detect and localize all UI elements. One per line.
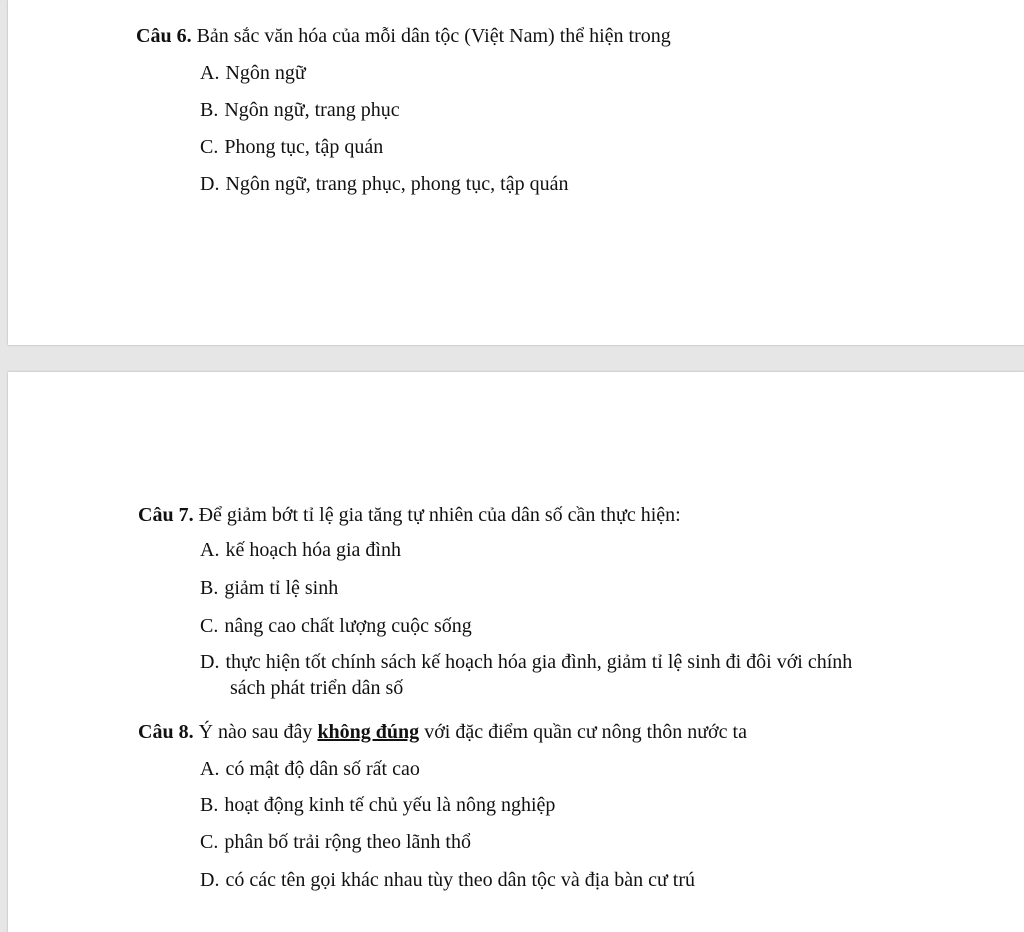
option-text: Ngôn ngữ bbox=[225, 62, 306, 84]
question-7-option-a bbox=[200, 538, 401, 562]
option-letter: A. bbox=[200, 62, 220, 84]
option-letter: B. bbox=[200, 577, 219, 599]
option-letter: B. bbox=[200, 99, 219, 121]
question-8-number: Câu 8. bbox=[138, 721, 194, 743]
question-8-emphasis: không đúng bbox=[317, 721, 420, 743]
question-6-number: Câu 6. bbox=[136, 25, 192, 47]
option-letter: D. bbox=[200, 869, 220, 891]
question-8-option-b bbox=[200, 793, 555, 817]
question-8-text-before: Ý nào sau đây bbox=[198, 721, 313, 743]
option-letter: B. bbox=[200, 794, 219, 816]
question-6-option-c bbox=[200, 135, 383, 159]
option-letter: D. bbox=[200, 173, 220, 195]
question-6-text: Bản sắc văn hóa của mỗi dân tộc (Việt Nam) thể hiện trong bbox=[196, 25, 671, 47]
question-6-option-b bbox=[200, 98, 400, 122]
option-text: kế hoạch hóa gia đình bbox=[225, 539, 401, 561]
document-page-2 bbox=[8, 372, 1024, 932]
option-letter: D. bbox=[200, 651, 220, 673]
question-8 bbox=[138, 720, 747, 744]
option-text: hoạt động kinh tế chủ yếu là nông nghiệp bbox=[224, 794, 556, 816]
document-page-1 bbox=[8, 0, 1024, 345]
option-letter: A. bbox=[200, 758, 220, 780]
question-8-option-a bbox=[200, 757, 420, 781]
option-text: thực hiện tốt chính sách kế hoạch hóa gia đình, giảm tỉ lệ sinh đi đôi với chính bbox=[225, 651, 853, 673]
option-text: nâng cao chất lượng cuộc sống bbox=[224, 615, 472, 637]
question-7-option-d-continuation: sách phát triển dân số bbox=[230, 677, 404, 699]
question-6-option-d bbox=[200, 172, 568, 196]
option-letter: C. bbox=[200, 136, 219, 158]
question-8-text-after: với đặc điểm quần cư nông thôn nước ta bbox=[424, 721, 747, 743]
option-text: phân bố trải rộng theo lãnh thổ bbox=[224, 831, 471, 853]
option-letter: A. bbox=[200, 539, 220, 561]
option-letter: C. bbox=[200, 615, 219, 637]
option-text: Ngôn ngữ, trang phục, phong tục, tập quán bbox=[225, 173, 569, 195]
question-7-option-b bbox=[200, 576, 338, 600]
option-text: giảm tỉ lệ sinh bbox=[224, 577, 339, 599]
option-text: Phong tục, tập quán bbox=[224, 136, 384, 158]
question-7-option-c bbox=[200, 614, 472, 638]
question-7-number: Câu 7. bbox=[138, 504, 194, 526]
option-letter: C. bbox=[200, 831, 219, 853]
question-7-option-d bbox=[200, 650, 852, 674]
option-text: có mật độ dân số rất cao bbox=[225, 758, 420, 780]
question-8-option-d bbox=[200, 868, 695, 892]
question-6 bbox=[136, 24, 671, 48]
question-6-option-a bbox=[200, 61, 306, 85]
question-7-text: Để giảm bớt tỉ lệ gia tăng tự nhiên của dân số cần thực hiện: bbox=[198, 504, 681, 526]
question-8-option-c bbox=[200, 830, 471, 854]
option-text: có các tên gọi khác nhau tùy theo dân tộc và địa bàn cư trú bbox=[225, 869, 696, 891]
question-7 bbox=[138, 503, 681, 527]
option-text: Ngôn ngữ, trang phục bbox=[224, 99, 400, 121]
